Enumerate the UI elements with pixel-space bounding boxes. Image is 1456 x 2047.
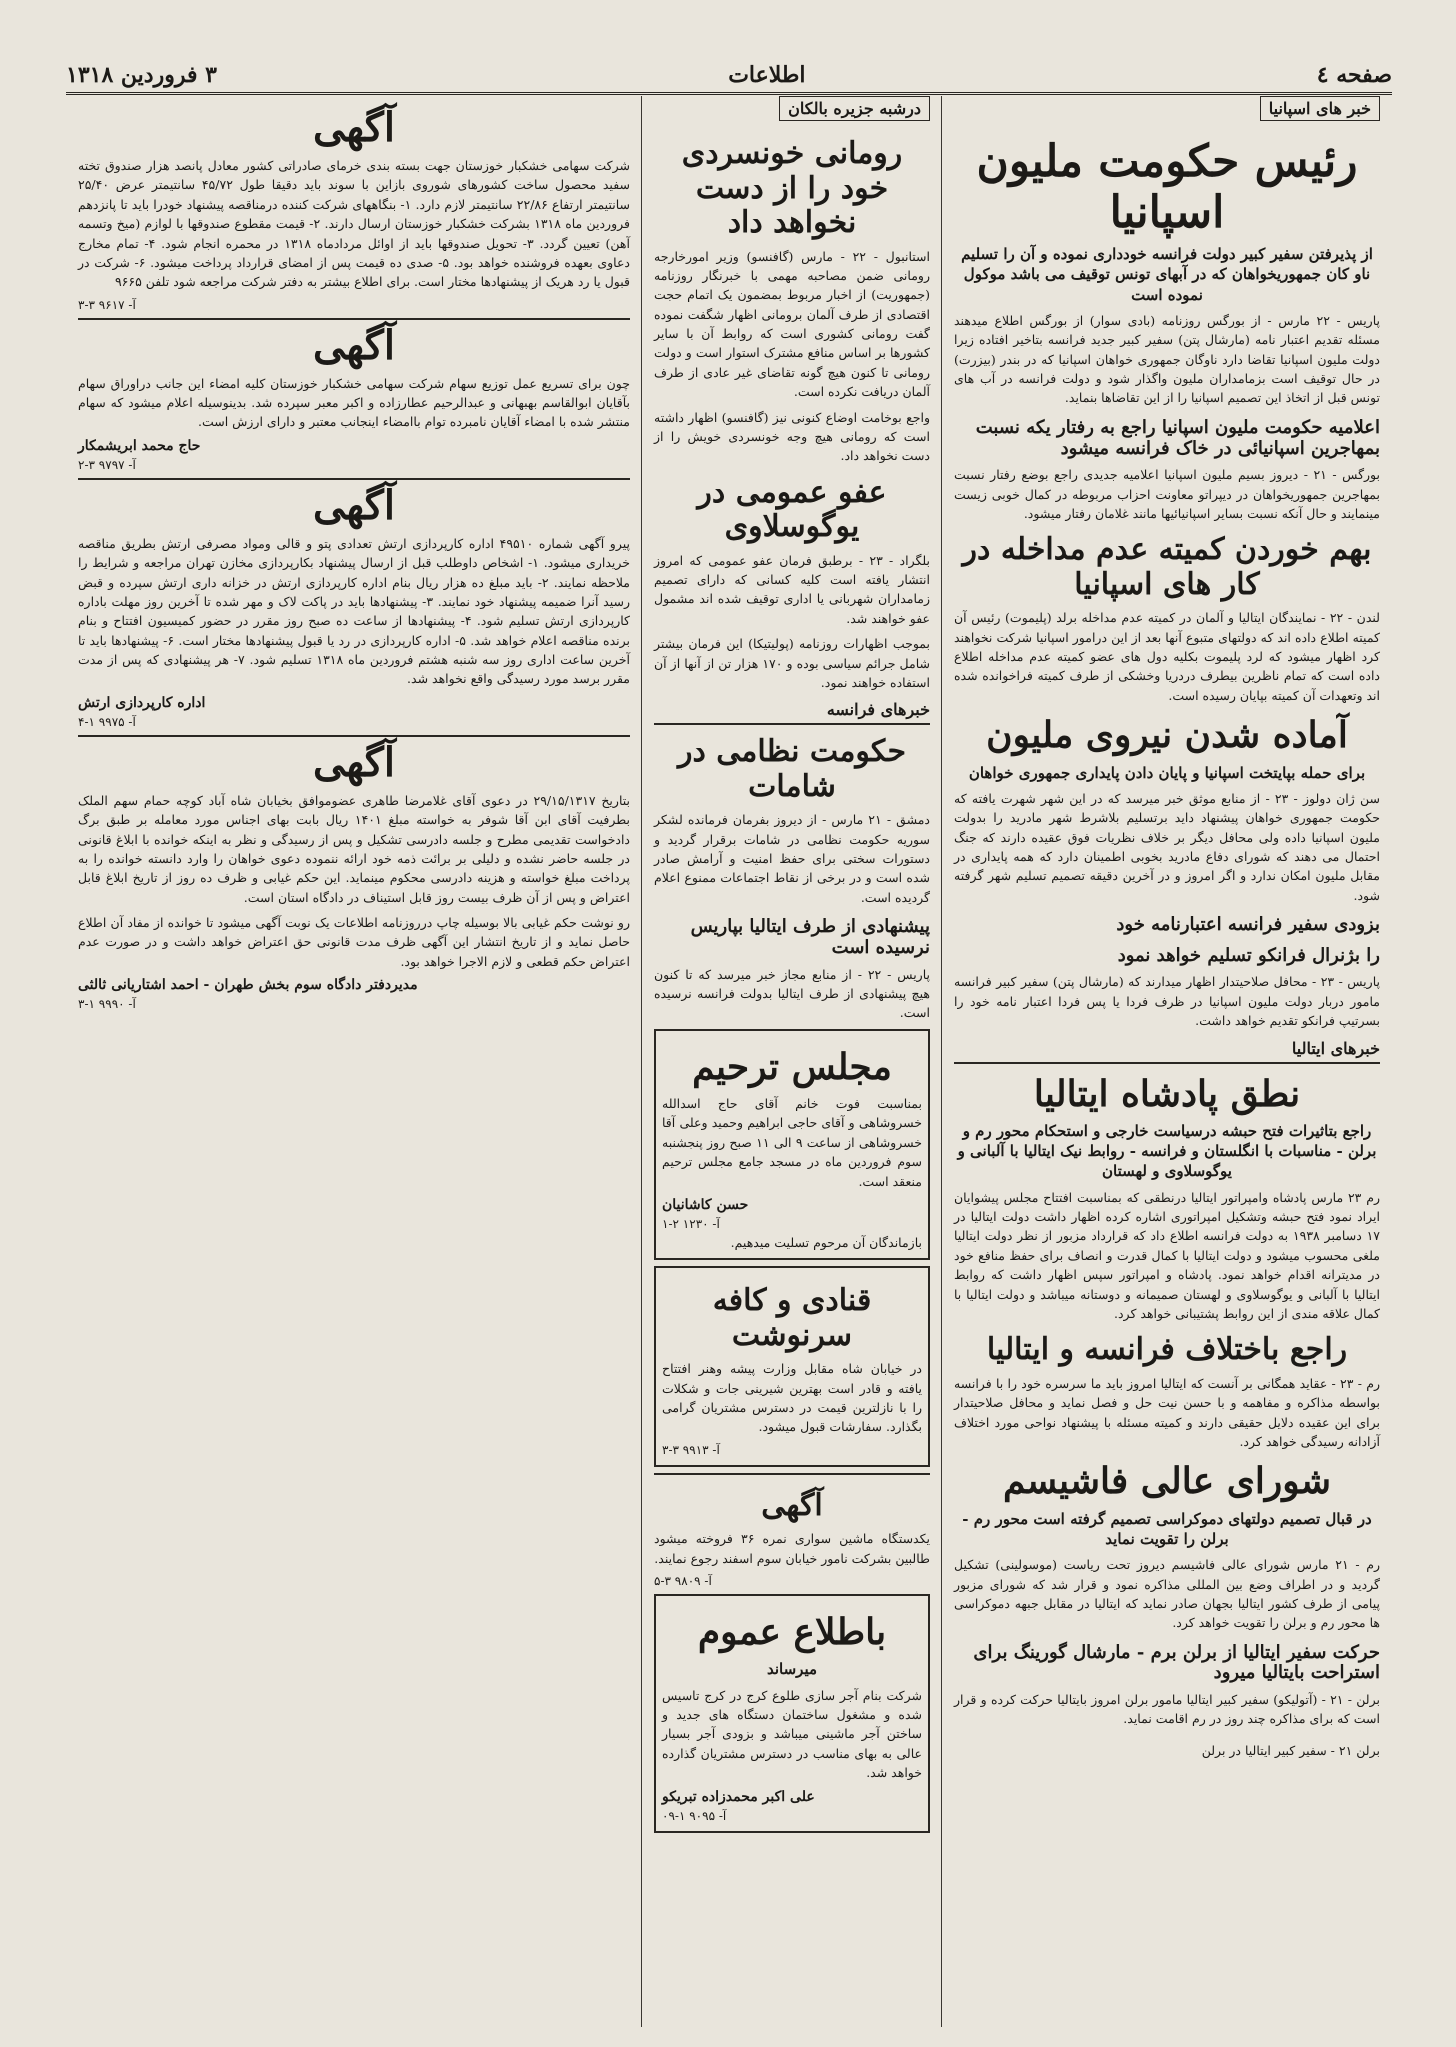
newspaper-title: اطلاعات xyxy=(728,62,806,88)
article-amnesty: بلگراد - ۲۳ - برطبق فرمان عفو عمومی که امروز انتشار یافته است کلیه کسانی که دارای تصمیم زمامداران شهربانی یا اداری توقیف شده اند مشمول عفو خواهند شد. xyxy=(654,552,930,626)
column-balkan-france xyxy=(642,96,942,2027)
article-envoy: پاریس - ۲۳ - محافل صلاحیتدار اظهار میدارند که (مارشال پتن) سفیر کبیر فرانسه مامور دربار دولت ملیون اسپانیا در ظرف فردا یا پس فردا اعتبار نامه خود را بسرتیپ فرانکو تقدیم خواهد داشت. xyxy=(954,974,1380,1029)
ad-khoshkbar-tender xyxy=(78,102,630,312)
article-amnesty-2: بموجب اظهارات روزنامه (پولیتیکا) این فرمان بیشتر شامل جرائم سیاسی بوده و ۱۷۰ هزار تن از آنها از آن استفاده خواهند نمود. xyxy=(654,636,930,690)
issue-date: ۳ فروردین ۱۳۱۸ xyxy=(66,62,217,88)
ref-ad-4: آ- ۹۹۹۰ ۱-۳ xyxy=(78,997,136,1012)
subhead-miaja: از پذیرفتن سفیر کبیر دولت فرانسه خودداری نموده و آن را تسلیم ناو کان جمهوریخواهان که در آبهای تونس توقیف می باشد موکول نموده است xyxy=(961,245,1373,304)
headline-mourning: مجلس ترحیم xyxy=(692,1045,892,1088)
signature-mourning: حسن کاشانیان xyxy=(662,1196,749,1213)
headline-committee: بهم خوردن کمیته عدم مداخله در کار های اسپانیا xyxy=(962,532,1372,602)
ad-army-tender xyxy=(78,478,630,729)
signature-ad-3: اداره کارپردازی ارتش xyxy=(78,694,206,711)
headline-ad-4: آگهی xyxy=(313,738,395,786)
article-dispute: رم - ۲۳ - عقاید همگانی بر آنست که ایتالیا امروز باید ما سرسره خود را با فرانسه بواسطه مذاکره و مفاهمه و با حسن نیت حل و فصل نماید و محافل صلاحیتدار برای این عقیده دلایل حقیقی دارند و کمیته مسئله با پیشنهاد نواحی مورد اختلاف آزادانه رسیدگی خواهد کرد. xyxy=(954,1375,1380,1449)
headline-amnesty: عفو عمومی در یوگوسلاوی xyxy=(697,474,887,545)
note-mourning: بازماندگان آن مرحوم تسلیت میدهیم. xyxy=(730,1234,922,1250)
ref-car-ad: آ- ۹۸۰۹ ۳-۵ xyxy=(654,1574,712,1589)
article-committee: لندن - ۲۲ - نمایندگان ایتالیا و آلمان در کمیته عدم مداخله برلد (پلیموت) رئیس آن کمیته اطلاع داده اند که دولتهای متبوع آنها بعد از این درامور اسپانیا شرکت نخواهند کرد اظهار میشود که لرد پلیموت بکلیه دول های عضو کمیته عدم مداخله اطلاع داده است که تمام ناظرین بیطرف دردریا وخشکی از طرف کمیته فراخوانده شده اند وتعهدات آن کمیته بپایان رسیده است. xyxy=(954,610,1380,703)
headline-dispute: راجع باختلاف فرانسه و ایتالیا xyxy=(986,1332,1348,1368)
headline-car-ad: آگهی xyxy=(761,1487,823,1523)
section-spain-news: خبر های اسپانیا xyxy=(1260,96,1380,121)
signature-public-notice: علی اکبر محمدزاده تبریکو xyxy=(662,1788,815,1805)
headline-ad-3: آگهی xyxy=(313,481,395,529)
masthead xyxy=(66,58,1392,92)
ad-share-signature xyxy=(78,318,630,472)
article-ambassador: برلن - ۲۱ - (آتولیکو) سفیر کبیر ایتالیا مامور برلن امروز بایتالیا حرکت کرده و قرار است که برای مذاکره چند روز در رم اقامت نماید. xyxy=(954,1692,1380,1727)
article-italian-proposal: پاریس - ۲۲ - از منابع مجاز خبر میرسد که تا کنون هیچ پیشنهادی از طرف ایتالیا بدولت فرانسه نرسیده است. xyxy=(654,966,930,1021)
article-syria: دمشق - ۲۱ مارس - از دیروز بفرمان فرمانده لشکر سوریه حکومت نظامی در شامات برقرار گردید و دستورات سختی برای حفظ امنیت و آرامش صادر شده است و در برخی از نقاط اجتماعات ممنوع اعلام گردیده است. xyxy=(654,812,930,905)
subhead-council: در قبال تصمیم دولتهای دموکراسی تصمیم گرفته است محور رم - برلن را تقویت نماید xyxy=(962,1509,1372,1548)
article-miaja: پاریس - ۲۲ مارس - از بورگس روزنامه (بادی سوار) از بورگس اطلاع میدهند مسئله تقدیم اعتبار نامه (مارشال پتن) سفیر کبیر جدید فرانسه بتاخیر افتاده زیرا دولت ملیون اسپانیا تقاضا دارد ناوگان جمهوری خواهان اسپانیا که در بندر (بیزرت) در حال توقیف است بزمامداران ملیون واگذار شود و دولت فرانسه در آب های تونس قبل از اتخاذ این تصمیم اسپانیا را از این تقاضاها بنماید. xyxy=(954,312,1380,406)
headline-envoy: بزودی سفیر فرانسه اعتبارنامه خود xyxy=(1116,914,1380,936)
ref-cafe: آ- ۹۹۱۳ ۳-۳ xyxy=(662,1442,720,1457)
ref-ad-2: آ- ۹۷۹۷ ۳-۲ xyxy=(78,457,136,472)
ref-ad-1: آ- ۹۶۱۷ ۳-۳ xyxy=(78,297,136,312)
ref-public-notice: آ- ۹۰۹۵ ۱-۰۹ xyxy=(662,1808,727,1823)
headline-italian-proposal: پیشنهادی از طرف ایتالیا بپاریس نرسیده است xyxy=(690,916,930,958)
ad-court-judgment xyxy=(78,735,630,1011)
car-sale-ad xyxy=(654,1473,930,1588)
article-last: برلن ۲۱ - سفیر کبیر ایتالیا در برلن xyxy=(1201,1743,1380,1759)
mourning-notice xyxy=(654,1029,930,1261)
ref-mourning: آ- ۱۲۳۰ ۲-۱ xyxy=(662,1216,720,1231)
text-public-notice: شرکت بنام آجر سازی طلوع کرج در کرج تاسیس شده و مشغول ساختمان دستگاه های جدید و ساختن آجر ماشینی میباشد و بزودی آجر بسیار عالی به بهای مناسب در دسترس مشتریان گذارده خواهد شد. xyxy=(662,1687,922,1781)
article-council: رم - ۲۱ مارس شورای عالی فاشیسم دیروز تحت ریاست (موسولینی) تشکیل گردید و در اطراف وضع بین المللی مذاکره نمود و قرار شد که شورای مزبور پیامی از طرف کشور ایتالیا بجهان صادر نماید که ایتالیا در مقابل جبهه دموکراسی ها محور رم و برلن را تقویت خواهد کرد. xyxy=(954,1557,1380,1631)
text-mourning: بمناسبت فوت خانم آقای حاج اسدالله خسروشاهی و آقای حاجی ابراهیم وحمید وعلی آقا خسروشاهی از ساعت ۹ الی ۱۱ صبح روز پنجشنبه سوم فروردین ماه در مسجد جامع مجلس ترحیم منعقد است. xyxy=(662,1096,922,1189)
section-italy-news: خبرهای ایتالیا xyxy=(954,1037,1380,1064)
headline-romania: رومانی خونسردی خود را از دست نخواهد داد xyxy=(681,136,903,240)
text-ad-1: شرکت سهامی خشکبار خوزستان جهت بسته بندی خرمای صادراتی کشور معادل پانصد هزار صندوق تخته سفید محصول ساخت کشورهای شوروی بازاین با سوند باید دقیقا طول ۴۵/۷۲ سانتیمتر عرض ۲۵/۴۰ سانتیمتر ارتفاع ۲۲/۸۶ سانتیمتر لازم دارد. ۱- بنگاههای شرکت کننده درمناقصه پیشنهاد خودرا باید تا پانزدهم فروردین ماه ۱۳۱۸ بشرکت خشکبار خوزستان ارسال دارند. ۲- قیمت مقطوع صندوقها با لوازم (میخ وتسمه آهن) تعیین گردد. ۳- تحویل صندوقها باید از اوائل مردادماه ۱۳۱۸ در محمره انجام شود. ۴- تمام مخارج دعاوی بعهده فروشنده خواهد بود. ۵- صدی ده قیمت پس از امضای قرارداد پرداخت میشود. ۶- شرکت در قبول یا رد هریک از پیشنهادها مختار است. برای اطلاع بیشتر به دفتر شرکت مراجعه شود تلفن ۹۶۶۵ xyxy=(78,158,630,290)
headline-refugees: اعلامیه حکومت ملیون اسپانیا راجع به رفتار یکه نسبت بمهاجرین اسپانیائی در خاک فرانسه میشود xyxy=(975,416,1380,459)
headline-syria: حکومت نظامی در شامات xyxy=(677,734,907,804)
subhead-army: برای حمله بپایتخت اسپانیا و پایان دادن پایداری جمهوری خواهان xyxy=(968,763,1366,782)
headline-king: نطق پادشاه ایتالیا xyxy=(1033,1072,1301,1115)
text-cafe: در خیابان شاه مقابل وزارت پیشه وهنر افتتاح یافته و قادر است بهترین شیرینی جات و شکلات را با نازلترین قیمت در دسترس مشتریان گرامی بگذارد. سفارشات قبول میشود. xyxy=(662,1361,922,1435)
headline-ambassador: حرکت سفیر ایتالیا از برلن برم - مارشال گورینگ برای استراحت بایتالیا میرود xyxy=(973,1641,1380,1684)
headline-miaja: رئیس حکومت ملیون اسپانیا xyxy=(976,136,1358,238)
article-romania-2: واجع بوخامت اوضاع کنونی نیز (گافنسو) اظهار داشته است که رومانی هیچ وجه خونسردی خویش را از دست نخواهد داد. xyxy=(654,409,930,464)
text-car-ad: یکدستگاه ماشین سواری نمره ۳۶ فروخته میشود طالبین بشرکت نامور خیابان سوم اسفند رجوع نمایند. xyxy=(654,1531,931,1566)
public-notice xyxy=(654,1594,930,1833)
headline-council: شورای عالی فاشیسم xyxy=(1002,1460,1332,1503)
article-king: رم ۲۳ مارس پادشاه وامپراتور ایتالیا درنطقی که بمناسبت افتتاح مجلس پیشوایان ایراد نمود فتح حبشه وتشکیل امپراتوری اشاره کرده اظهار داشت دولت ایتالیا در ۱۷ دسامبر ۱۹۳۸ به دولت فرانسه اطلاع داد که قرارداد مزبور از نظر دولت ایتالیا ملغی محسوب میشود و دولت ایتالیا با کمال قدرت و انصاف برای حفظ منافع خود در مدیترانه اقدام خواهد نمود. پادشاه و امپراتور سپس اظهار داشت که روابط ایتالیا با آلبانی و یوگوسلاوی و لهستان صمیمانه و دوستانه میباشد و دولت ایتالیا با کمال علاقه مندی از این روابط پشتیبانی خواهد کرد. xyxy=(954,1189,1381,1321)
article-refugees: بورگس - ۲۱ - دیروز بسیم ملیون اسپانیا اعلامیه جدیدی راجع بوضع رفتار نسبت بمهاجرین جمهوریخواهان در دیپراتو معاونت احزاب مربوطه در کمال خوبی زیست مینمایند و حال آنکه نسبت بسایر اسپانیائیها مانند غلامان رفتار میشود. xyxy=(954,467,1380,521)
article-romania: استانبول - ۲۲ - مارس (گافنسو) وزیر امورخارجه رومانی ضمن مصاحبه مهمی با خبرنگار روزنامه (جمهوریت) از اخبار مربوط بمضمون یک اتمام حجت اقتصادی از طرف آلمان برومانی اظهار شگفت نموده گفت رومانی کشوری است که روابط آن با سایر کشورها بر اساس منافع مشترک استوار است و دولت رومانی تا کنون هیچ گونه تقاضای غیر عادی از طرف آلمان دریافت نکرده است. xyxy=(654,248,930,400)
headline-cafe: قنادی و کافه سرنوشت xyxy=(712,1283,872,1353)
masthead-rule xyxy=(66,92,1392,95)
subhead-public-notice: میرساند xyxy=(766,1660,818,1679)
column-advertisements xyxy=(66,96,642,2027)
headline-army: آماده شدن نیروی ملیون xyxy=(986,714,1348,757)
headline-public-notice: باطلاع عموم xyxy=(697,1611,887,1654)
headline-ad-2: آگهی xyxy=(313,321,395,369)
subhead-king: راجع بتاثیرات فتح حبشه درسیاست خارجی و استحکام محور رم و برلن - مناسبات با انگلستان و فرانسه - روابط نیک ایتالیا با آلبانی و یوگوسلاوی و لهستان xyxy=(957,1121,1377,1181)
ref-ad-3: آ- ۹۹۷۵ ۱-۴ xyxy=(78,714,136,729)
article-army: سن ژان دولوز - ۲۳ - از منابع موثق خبر میرسد که در این شهر شهرت یافته که حکومت جمهوری خواهان پیشنهاد داید برتسلیم بلاشرط شهر مادرید را بدولت ملیون اسپانیا داده ولی محافل دیگر بر خلاف نظریات فوق عقیده دارند که جنگ احتمال می دهند که شورای دفاع مادرید بخوبی اطمینان دارد که همه پایداری در مقابل ملیون امکان ندارد و اگر امروز و در آخرین دقیقه تصمیم تسلیم شهر گرفته شود. xyxy=(954,790,1381,903)
headline-franco: را بژنرال فرانکو تسلیم خواهد نمود xyxy=(1117,944,1380,966)
column-foreign-news xyxy=(942,96,1392,2027)
text-ad-2: چون برای تسریع عمل توزیع سهام شرکت سهامی خشکبار خوزستان کلیه امضاء این جانب دراوراق سهام بآقایان ابوالقاسم بهبهانی و عبدالرحیم عطارزاده و اکبر معبر سپرده شد. بدینوسیله اعلام میشود که سهام منتشر شده با امضاء آقایان نامبرده توام باامضاء اینجانب معتبر و دارای ارزش است. xyxy=(78,375,630,430)
section-balkan: درشبه جزیره بالکان xyxy=(779,96,930,121)
text-ad-4: بتاریخ ۲۹/۱۵/۱۳۱۷ در دعوی آقای غلامرضا طاهری عضوموافق بخیابان شاه آباد کوچه حمام سهم الملک بطرفیت آقای ابن آقا شوفر به خواسته مبلغ ۱۴۰۱ ریال بابت بهای اجناس مورد معامله بر طبق برگ دادخواست تقدیمی مطرح و جلسه دادرسی تشکیل و پس از رسیدگی و نظر به اینکه خوانده با ابلاغ قانونی در جلسه حاضر نشده و دلیلی بر برائت ذمه خود ارائه ننموده دعوی خواهان را وارد دانسته خوانده را به پرداخت مبلغ خواسته و هزینه دادرسی محکوم مینماید. این حکم غیابی و ظرف ده روز از تاریخ ابلاغ قابل اعتراض و پس از آن ظرف بیست روز قابل استیناف در دادگاه استان است. xyxy=(78,792,630,905)
signature-ad-4: مدیردفتر دادگاه سوم بخش طهران - احمد اشتاریانی ثالثی xyxy=(78,977,418,994)
text-ad-3: پیرو آگهی شماره ۴۹۵۱۰ اداره کارپردازی ارتش تعدادی پتو و قالی ومواد مصرفی ارتش بطریق مناقصه خریداری میشود. ۱- اشخاص داوطلب قبل از ارسال پیشنهاد بکارپردازی مخازن تهران مراجعه و شرایط را ملاحظه نمایند. ۲- باید مبلغ ده هزار ریال بنام اداره کارپردازی ارتش در خزانه داری ارتش سپرده و قبض رسید آنرا ضمیمه پیشنهاد خود نمایند. ۳- پیشنهادها باید در پاکت لاک و مهر شده تا آخرین روز مهلت باداره کارپردازی ارتش تسلیم شود. ۴- پیشنهادها از ساعت ده صبح روز مقرر در حضور کمیسیون افتتاح و بنام برنده مناقصه اعلام خواهد شد. ۵- اداره کارپردازی در رد یا قبول پیشنهادها مختار است. ۶- پیشنهادها باید تا آخرین ساعت اداری روز سه شنبه هشتم فروردین ماه ۱۳۱۸ تسلیم شود. ۷- هر پیشنهادی که پس از مدت مقرر برسد مورد رسیدگی واقع نخواهد شد. xyxy=(78,535,630,687)
section-france: خبرهای فرانسه xyxy=(654,698,930,725)
cafe-ad xyxy=(654,1266,930,1467)
page-number: صفحه ٤ xyxy=(1316,62,1392,88)
text-ad-4b: رو نوشت حکم غیابی بالا بوسیله چاپ درروزنامه اطلاعات یک نوبت آگهی میشود تا خوانده از مفاد آن اطلاع حاصل نماید و از تاریخ انتشار این آگهی ظرف مدت قانونی حق اعتراض خواهد داشت و در صورت عدم اعتراض حکم قطعی و لازم الاجرا خواهد بود. xyxy=(78,915,630,969)
signature-ad-2: حاج محمد ابریشمکار xyxy=(78,437,201,454)
headline-ad-1: آگهی xyxy=(313,104,395,151)
